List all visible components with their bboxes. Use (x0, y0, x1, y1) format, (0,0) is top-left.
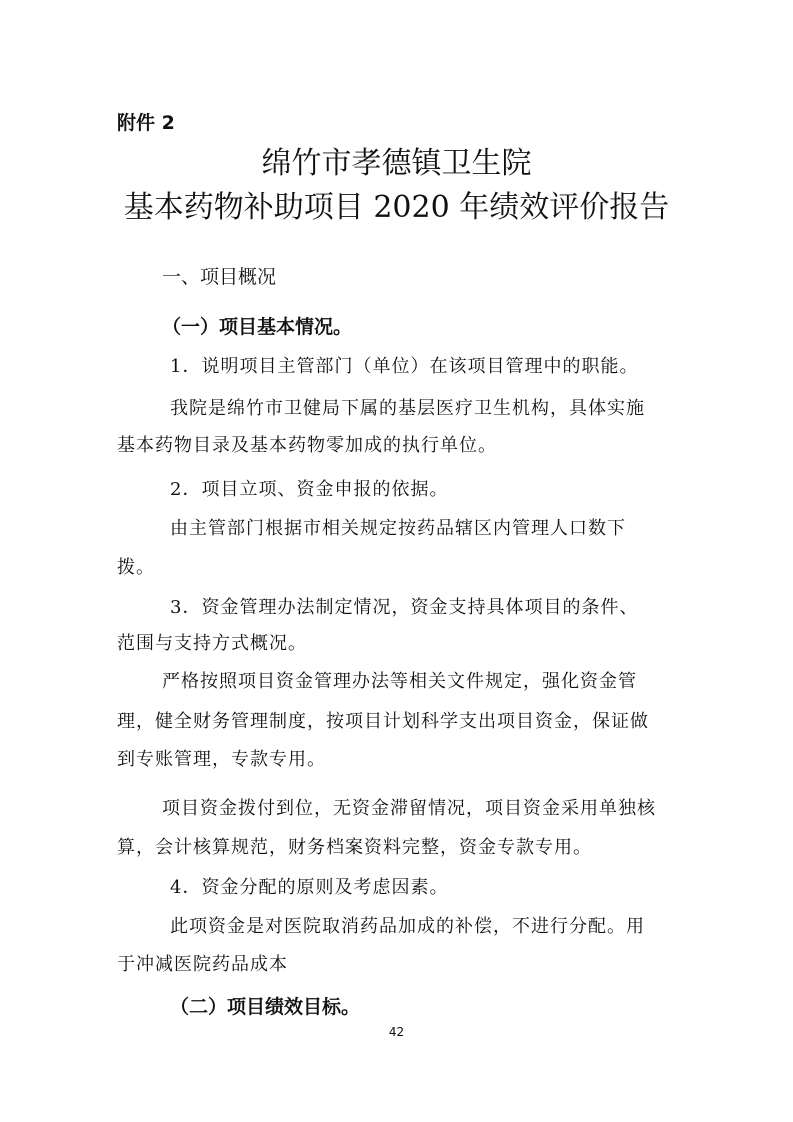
document-title-line2: 基本药物补助项目 2020 年绩效评价报告 (123, 190, 670, 225)
item3-text2-line1: 项目资金拨付到位，无资金滞留情况，项目资金采用单独核 (162, 798, 656, 819)
item2-heading: 2．项目立项、资金申报的依据。 (170, 479, 449, 500)
item2-text-line1: 由主管部门根据市相关规定按药品辖区内管理人口数下 (170, 518, 626, 539)
item3-text-line3: 到专账管理，专款专用。 (117, 749, 326, 770)
document-title-line1: 绵竹市孝德镇卫生院 (261, 146, 532, 181)
sub1-heading: （一）项目基本情况。 (162, 316, 353, 338)
item3-text-line2: 理，健全财务管理制度，按项目计划科学支出项目资金，保证做 (117, 711, 649, 732)
section1-heading: 一、项目概况 (162, 266, 277, 288)
item4-text-line2: 于冲减医院药品成本 (117, 954, 288, 975)
item2-text-line2: 拨。 (117, 557, 155, 578)
item4-heading: 4．资金分配的原则及考虑因素。 (170, 877, 449, 898)
item3-text-line1: 严格按照项目资金管理办法等相关文件规定，强化资金管 (162, 671, 637, 692)
item3-heading-line1: 3．资金管理办法制定情况，资金支持具体项目的条件、 (170, 597, 639, 618)
item3-heading-line2: 范围与支持方式概况。 (117, 633, 307, 654)
item1-text-line1: 我院是绵竹市卫健局下属的基层医疗卫生机构，具体实施 (170, 398, 645, 419)
item1-text-line2: 基本药物目录及基本药物零加成的执行单位。 (117, 435, 497, 456)
item3-text2-line2: 算，会计核算规范，财务档案资料完整，资金专款专用。 (117, 837, 592, 858)
item4-text-line1: 此项资金是对医院取消药品加成的补偿，不进行分配。用 (170, 916, 645, 937)
item1-heading: 1．说明项目主管部门（单位）在该项目管理中的职能。 (170, 356, 639, 377)
attachment-label: 附件 2 (117, 112, 175, 134)
page-number: 42 (388, 1025, 405, 1039)
sub2-heading: （二）项目绩效目标。 (170, 996, 361, 1018)
